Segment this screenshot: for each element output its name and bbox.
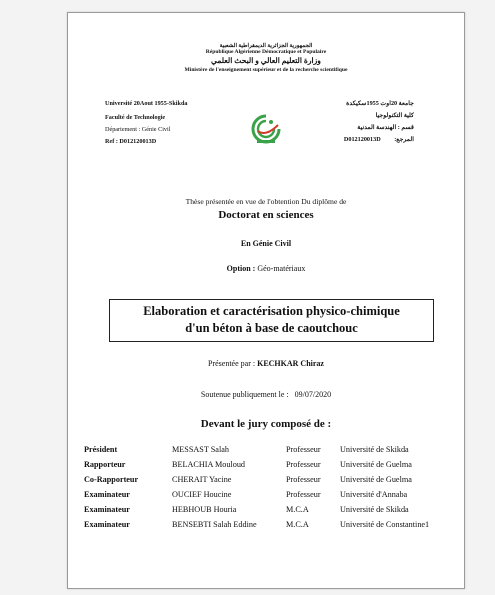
jury-role: Examinateur bbox=[84, 505, 130, 514]
thesis-field: En Génie Civil bbox=[240, 239, 292, 248]
table-row bbox=[68, 475, 464, 487]
jury-role: Président bbox=[84, 445, 118, 454]
jury-role: Co-Rapporteur bbox=[84, 475, 139, 484]
jury-grade: Professeur bbox=[286, 490, 321, 499]
table-row bbox=[68, 460, 464, 472]
jury-role: Examinateur bbox=[84, 520, 130, 529]
thesis-degree: Doctorat en sciences bbox=[218, 209, 314, 221]
header-ar-republic: الجمهورية الجزائرية الديمقراطية الشعبية bbox=[219, 43, 313, 49]
jury-university: Université d'Annaba bbox=[340, 490, 408, 499]
jury-role: Rapporteur bbox=[84, 460, 126, 469]
presented-label: Présentée par : bbox=[208, 359, 256, 368]
university-logo-icon bbox=[248, 113, 284, 145]
jury-university: Université de Guelma bbox=[340, 460, 412, 469]
jury-grade: Professeur bbox=[286, 475, 321, 484]
university-ar: جامعة 20اوت 1955سكيكدة bbox=[346, 100, 414, 107]
jury-heading: Devant le jury composé de : bbox=[200, 418, 332, 430]
faculty-fr: Faculté de Technologie bbox=[105, 114, 166, 121]
header-fr-ministry: Ministère de l'enseignement supérieur et de la recherche scientifique bbox=[184, 67, 348, 73]
jury-grade: Professeur bbox=[286, 460, 321, 469]
jury-name: CHERAIT Yacine bbox=[172, 475, 232, 484]
jury-university: Université de Guelma bbox=[340, 475, 412, 484]
ref-ar-label: المرجع: bbox=[394, 136, 414, 143]
jury-university: Université de Constantine1 bbox=[340, 520, 430, 529]
right-info-block bbox=[344, 99, 414, 145]
jury-grade: Professeur bbox=[286, 445, 321, 454]
table-row bbox=[68, 520, 464, 532]
presented-name: KECHKAR Chiraz bbox=[257, 359, 324, 368]
jury-name: OUCIEF Houcine bbox=[172, 490, 232, 499]
jury-grade: M.C.A bbox=[286, 520, 309, 529]
department-fr: Département : Génie Civil bbox=[105, 126, 171, 133]
defense-date: 09/07/2020 bbox=[294, 390, 332, 399]
thesis-option bbox=[68, 264, 464, 273]
jury-name: HEBHOUB Houria bbox=[172, 505, 237, 514]
header-ar-ministry: وزارة التعليم العالي و البحث العلمي bbox=[211, 56, 321, 65]
thesis-intro: Thèse présentée en vue de l'obtention Du diplôme de bbox=[185, 197, 347, 206]
jury-name: MESSAST Salah bbox=[172, 445, 229, 454]
jury-name: BENSEBTI Salah Eddine bbox=[172, 520, 257, 529]
jury-role: Examinateur bbox=[84, 490, 130, 499]
table-row bbox=[68, 505, 464, 517]
thesis-title-line1: Elaboration et caractérisation physico-chimique bbox=[143, 304, 400, 318]
department-ar: قسم : الهندسة المدنية bbox=[357, 124, 414, 131]
jury-name: BELACHIA Mouloud bbox=[172, 460, 246, 469]
jury-university: Université de Skikda bbox=[340, 505, 409, 514]
ref-ar-value: D012120013D bbox=[343, 136, 381, 143]
university-fr: Université 20Aout 1955-Skikda bbox=[105, 100, 188, 107]
header-fr-republic: République Algérienne Démocratique et Populaire bbox=[205, 49, 327, 55]
thesis-title-line2: d'un béton à base de caoutchouc bbox=[185, 321, 358, 335]
defense-date-line bbox=[68, 390, 464, 399]
ref-fr: Ref : D012120013D bbox=[105, 138, 157, 145]
presented-by bbox=[68, 359, 464, 368]
faculty-ar: كلية التكنولوجيا bbox=[375, 112, 414, 119]
jury-university: Université de Skikda bbox=[340, 445, 409, 454]
table-row bbox=[68, 445, 464, 457]
ref-ar bbox=[344, 135, 414, 145]
option-value: Géo-matériaux bbox=[257, 264, 306, 273]
table-row bbox=[68, 490, 464, 502]
left-info-block bbox=[105, 99, 188, 147]
option-label: Option : bbox=[226, 264, 256, 273]
jury-grade: M.C.A bbox=[286, 505, 309, 514]
defense-label: Soutenue publiquement le : bbox=[200, 390, 289, 399]
document-page bbox=[67, 12, 465, 589]
thesis-title-box bbox=[109, 299, 434, 342]
